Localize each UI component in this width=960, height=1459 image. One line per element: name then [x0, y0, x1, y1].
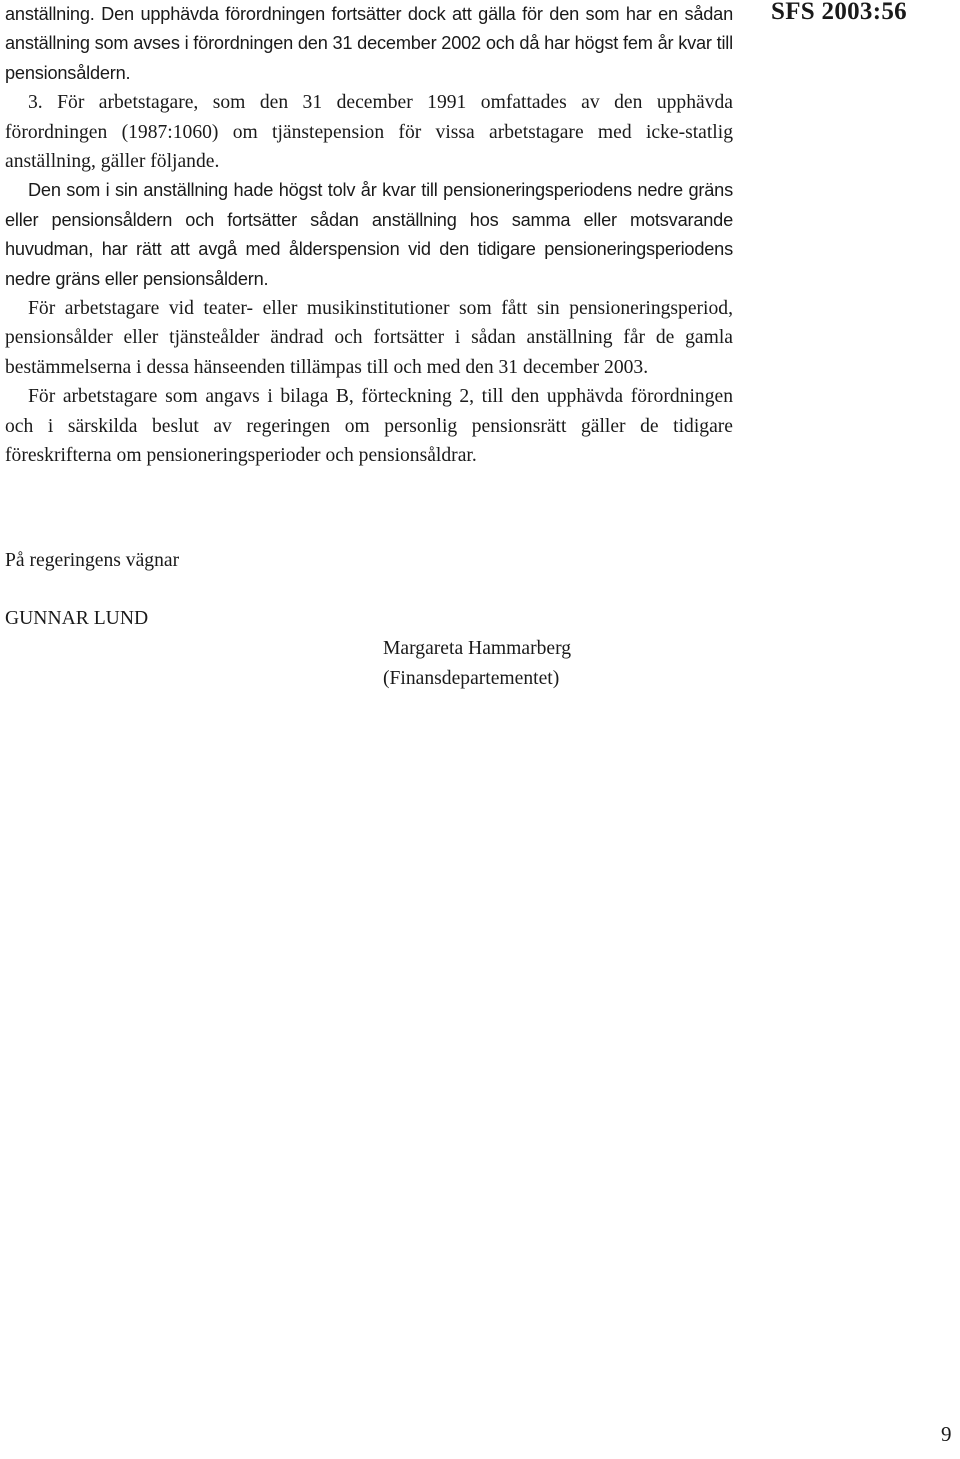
paragraph-continuation: anställning. Den upphävda förordningen fortsätter dock att gälla för den som har en sådan anställning som avses i förordningen den 31 december 2002 och då har högst fem år kvar till pensionsåldern. — [5, 4, 733, 83]
body-text — [5, 0, 733, 471]
paragraph-theater-music: För arbetstagare vid teater- eller musikinstitutioner som fått sin pensioneringsperiod, pensionsålder eller tjänsteålder ändrad och fortsätter i sådan anställning får de gamla bestämmelserna i dessa hänseenden tillämpas till och med den 31 december 2003. — [5, 298, 733, 378]
paragraph-bilaga-b: För arbetstagare som angavs i bilaga B, förteckning 2, till den upphävda förordningen och i särskilda beslut av regeringen om personlig pensionsrätt gäller de tidigare föreskrifterna om pensioneringsperioder och pensionsåldrar. — [5, 386, 733, 467]
page-number: 9 — [941, 1422, 952, 1446]
signature-official: Margareta Hammarberg — [383, 638, 572, 659]
signature-department: (Finansdepartementet) — [383, 668, 560, 689]
sfs-number: SFS 2003:56 — [771, 0, 907, 25]
paragraph-twelve-years: Den som i sin anställning hade högst tolv år kvar till pensioneringsperiodens nedre gräns eller pensionsåldern och fortsätter sådan anställning hos samma eller motsvarande huvudman, har rätt att avgå med ålderspension vid den tidigare pensioneringsperiodens nedre gräns eller pensionsåldern. — [5, 180, 733, 289]
signature-minister: GUNNAR LUND — [5, 608, 149, 629]
paragraph-item-3: 3. För arbetstagare, som den 31 december 1991 omfattades av den upphävda förordningen (1987:1060) om tjänstepension för vissa arbetstagare med icke-statlig anställning, gäller följande. — [5, 92, 733, 173]
signature-closing: På regeringens vägnar — [5, 550, 180, 571]
